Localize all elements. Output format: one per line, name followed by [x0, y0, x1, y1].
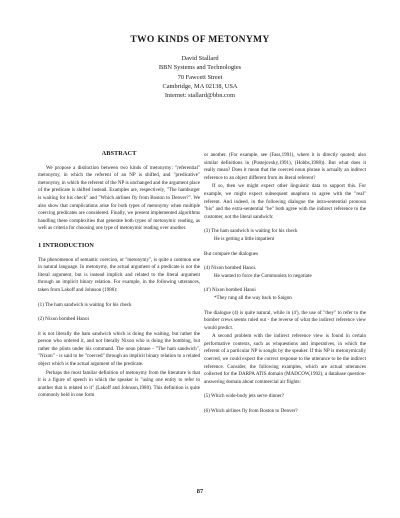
intro-paragraph-1: The phenomenon of semantic coercion, or "metonymy", is quite a common one in natural language. In metonymy, the actual argument of a predicate is not the literal argument, but is instead implicit and related to the literal argument through an implicit binary relation. For example, in the following utterances, taken from Lakoff and Johnson (1980): [38, 256, 200, 293]
example-5: (5) Which wide-body jets serve dinner? [204, 393, 284, 400]
example-4-prime-line-2: *They rang all the way back to Saigon [214, 294, 292, 301]
example-3-line-1: (3) The ham sandwich is waiting for his check [204, 228, 298, 235]
author-name: David Stallard [181, 55, 219, 62]
intro-paragraph-2: it is not literally the ham sandwich which is doing the waiting, but rather the person who ordered it, and not literally Nixon who is doing the bombing, but rather the pilots under his command. The noun phrase - "The ham sandwich", "Nixon" - is said to be "coerced" through an implicit binary relation to a related object which is the actual argument of the predicate. [38, 330, 200, 368]
author-org: BBN Systems and Technologies [158, 64, 242, 72]
right-column [204, 152, 366, 423]
right-paragraph-2: If so, then we might expect other linguistic data to support this. For example, we might expect subsequent anaphora to agree with the "real" referent. And indeed, in the following dialogue the intra-sentential pronoun "his" and the extra-sentential "he" both agree with the indirect reference to the customer, not the literal sandwich: [204, 183, 366, 220]
example-4-prime-line-1: (4') Nixon bombed Hanoi [204, 287, 256, 294]
example-4-prime [204, 287, 366, 302]
example-6: (6) Which airlines fly from Boston to Denver? [204, 408, 298, 415]
author-city: Cambridge, MA 02138, USA [162, 82, 238, 90]
example-4-line-1: (4) Nixon bombed Hanoi. [204, 265, 257, 272]
example-2: (2) Nixon bombed Hanoi [38, 316, 89, 323]
example-3-line-2: He is getting a little impatient [214, 235, 275, 242]
author-email: Internet: stallard@bbn.com [164, 92, 236, 100]
author-street: 70 Fawcett Street [177, 73, 223, 81]
right-paragraph-4: The dialogue (4) is quite natural, while in (4'), the use of "they" to refer to the bomber crews seems ruled out - the reverse of what the indirect reference view would predict. [204, 309, 366, 331]
right-paragraph-5: A second problem with the indirect reference view is found in certain performative contexts, such as whquestions and imperatives, in which the referent of a particular NP is sought by the speaker. If this NP is metonymically coerced, we could expect the correct response to the utterance to be the indirect reference. Consider, the following examples, which are actual utterances collected for the DARPA ATIS domain (MADCOW,1992), a database question-answering domain about commercial air flights: [204, 333, 366, 385]
example-1: (1) The ham sandwich is waiting for his check [38, 301, 132, 308]
intro-paragraph-3: Perhaps the most familar definition of metonymy from the literature is that it is a figure of speech in which the speaker is "using one entity to refer to another that is related to it" (Lakoff and Johnson,1980). This definition is quite commonly held in one form [38, 369, 200, 399]
example-3 [204, 228, 366, 243]
right-paragraph-3: But compare the dialogues [204, 250, 258, 257]
abstract-heading: ABSTRACT [101, 150, 137, 157]
example-4 [204, 265, 366, 280]
page-number: 87 [196, 488, 204, 495]
author-block [0, 54, 400, 100]
left-column [38, 150, 200, 400]
right-paragraph-1: or another. (For example, see (Fass,1991), where it is directly quoted; also similar definitions in (Pustejovsky,1991), (Hobbs,1988)). But what does it really mean? Does it mean that the coerced noun phrase is actually an indirect reference to an object different from its literal referent? [204, 152, 366, 181]
example-4-line-2: He wanted to force the Communists to negotiate [214, 272, 312, 279]
abstract-text: We propose a distinction between two kinds of metonymy: "referential" metonymy, in which the referent of an NP is shifted, and "predicative" metonymy, in which the referent of the NP is unchanged and the argument place of the predicate is shifted instead. Examples are, respectively, "The hamburger is waiting for his check" and "Which airlines fly from Boston to Denver?". We also show that complications arise for both types of metonymy when multiple coercing predicates are considered. Finally, we present implemented algorithms handling these complexities that generate both types of metonymic reading, as well as criteria for choosing one type of metonymic reading over another. [38, 164, 200, 232]
section-heading-introduction: 1 INTRODUCTION [38, 241, 94, 249]
paper-title: TWO KINDS OF METONYMY [130, 34, 270, 45]
